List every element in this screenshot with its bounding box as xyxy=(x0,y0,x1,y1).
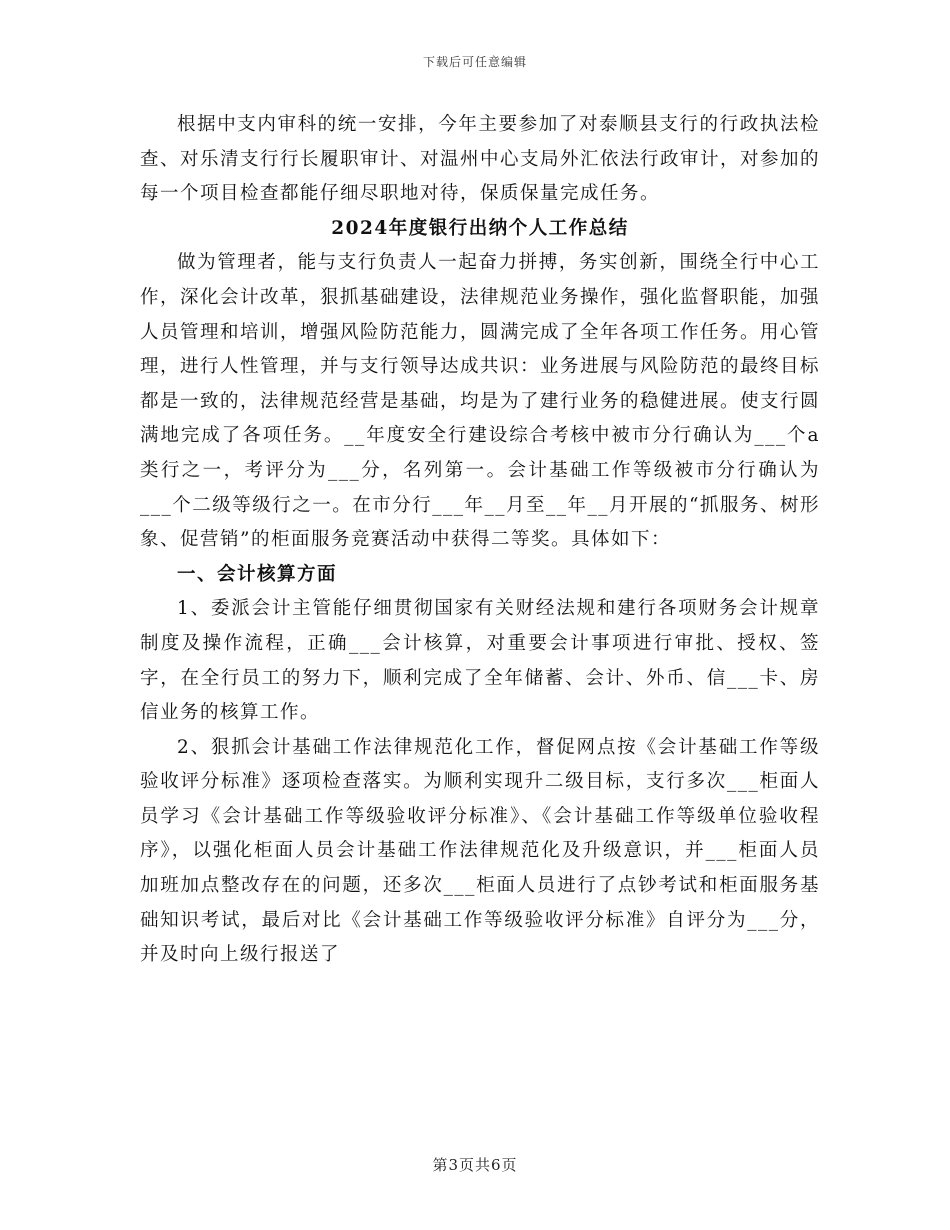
page-number: 第3页共6页 xyxy=(432,1156,518,1174)
document-body xyxy=(140,108,820,973)
section-heading-accounting: 一、会计核算方面 xyxy=(177,563,338,585)
summary-paragraph: 做为管理者，能与支行负责人一起奋力拼搏，务实创新，围绕全行中心工作，深化会计改革，狠抓基础建设，法律规范业务操作，强化监督职能，加强人员管理和培训，增强风险防范能力，圆满完成了全年各项工作任务。用心管理，进行人性管理，并与支行领导达成共识：业务进展与风险防范的最终目标都是一致的，法律规范经营是基础，均是为了建行业务的稳健进展。使支行圆满地完成了各项任务。__年度安全行建设综合考核中被市分行确认为___个a类行之一，考评分为___分，名列第一。会计基础工作等级被市分行确认为___个二级等级行之一。在市分行___年__月至__年__月开展的“抓服务、树形象、促营销”的柜面服务竞赛活动中获得二等奖。具体如下： xyxy=(140,252,821,551)
list-item-2: 2、狠抓会计基础工作法律规范化工作，督促网点按《会计基础工作等级验收评分标准》逐项检查落实。为顺利实现升二级目标，支行多次___柜面人员学习《会计基础工作等级验收评分标准》、《会计基础工作等级单位验收程序》，以强化柜面人员会计基础工作法律规范化及升级意识，并___柜面人员加班加点整改存在的问题，还多次___柜面人员进行了点钞考试和柜面服务基础知识考试，最后对比《会计基础工作等级验收评分标准》自评分为___分，并及时向上级行报送了 xyxy=(140,736,820,966)
header-note: 下载后可任意编辑 xyxy=(422,55,527,69)
document-title: 2024年度银行出纳个人工作总结 xyxy=(331,217,629,239)
intro-paragraph: 根据中支内审科的统一安排，今年主要参加了对泰顺县支行的行政执法检查、对乐清支行行长履职审计、对温州中心支局外汇依法行政审计，对参加的每一个项目检查都能仔细尽职地对待，保质保量完成任务。 xyxy=(140,114,821,205)
list-item-1: 1、委派会计主管能仔细贯彻国家有关财经法规和建行各项财务会计规章制度及操作流程，正确___会计核算，对重要会计事项进行审批、授权、签字，在全行员工的努力下，顺利完成了全年储蓄、会计、外币、信___卡、房信业务的核算工作。 xyxy=(140,598,820,724)
